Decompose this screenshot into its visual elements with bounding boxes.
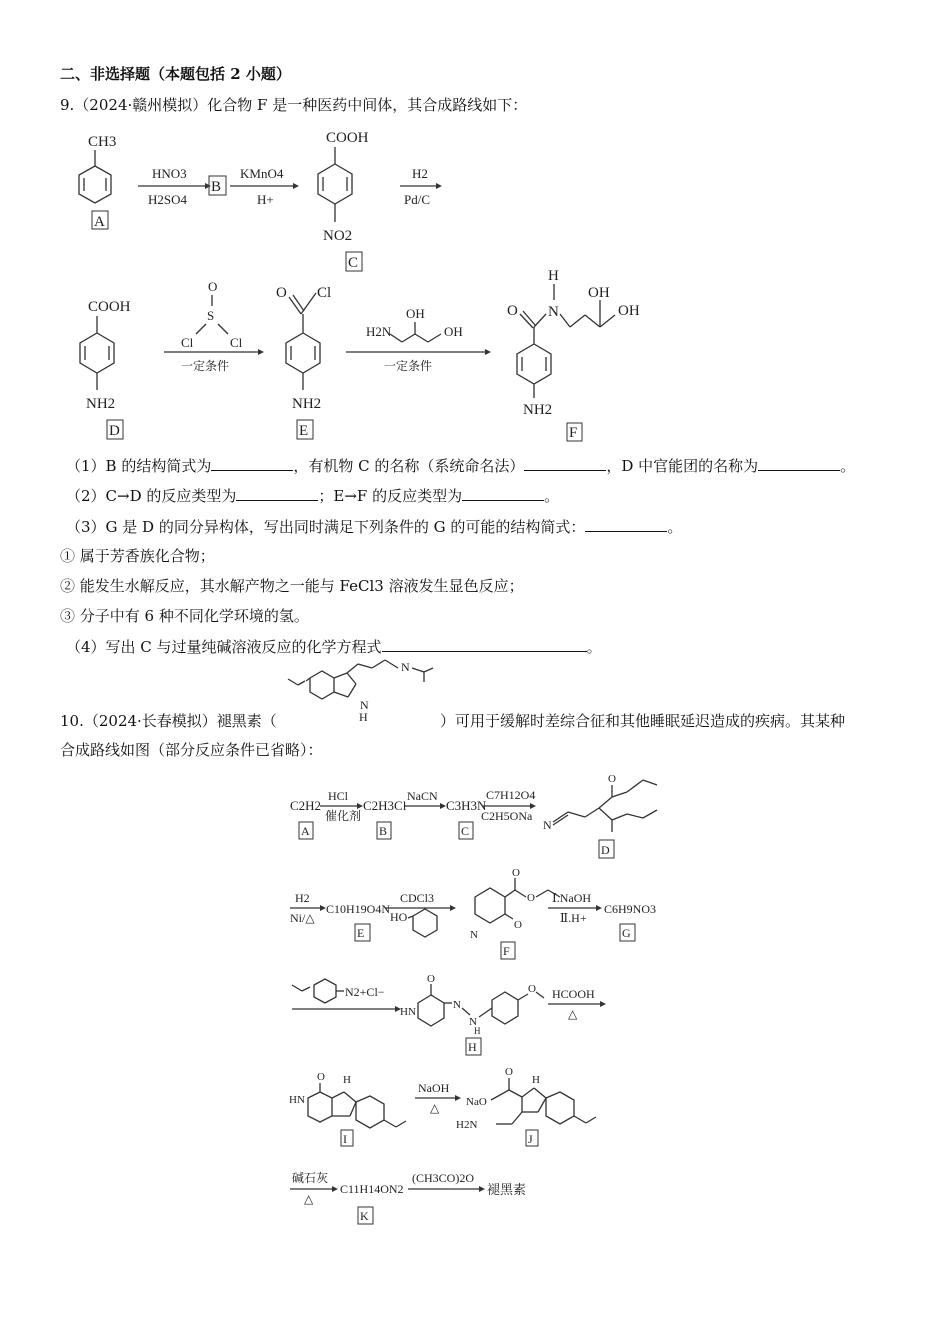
- e-cl: Cl: [317, 285, 332, 301]
- j-h: H: [532, 1074, 540, 1086]
- reagent-h2so4: H2SO4: [148, 192, 188, 207]
- reagent-h2: H2: [412, 166, 428, 181]
- i-o: O: [317, 1071, 325, 1083]
- d-n: N: [543, 818, 552, 832]
- ch3-label: CH3: [88, 134, 117, 150]
- melatonin-structure: [288, 660, 433, 724]
- reagent-soda-lime: 碱石灰: [292, 1171, 329, 1185]
- formula-a: C2H2: [290, 798, 322, 813]
- h-hn: HN: [400, 1006, 416, 1018]
- f-o2: O: [514, 919, 522, 931]
- amine-oh1: OH: [406, 306, 425, 321]
- nh2-label: NH2: [292, 396, 322, 412]
- reagent-pdc: Pd/C: [404, 192, 431, 207]
- condition-2: 一定条件: [384, 359, 433, 373]
- socl2-cl1: Cl: [181, 335, 194, 350]
- h-n1: N: [453, 999, 461, 1011]
- label-d: D: [601, 843, 610, 857]
- q10-intro-b: ）可用于缓解时差综合征和其他睡眠延迟造成的疾病。其某种: [440, 712, 846, 730]
- formula-g: C6H9NO3: [604, 902, 657, 916]
- reagent-c2h5ona: C2H5ONa: [481, 809, 533, 823]
- e-o: O: [276, 285, 287, 301]
- melatonin-nh: H: [359, 710, 368, 724]
- reagent-naoh: Ⅰ.NaOH: [552, 891, 592, 905]
- reagent-hplus: H+: [257, 192, 274, 207]
- formula-e: C10H19O4N: [326, 902, 391, 916]
- reagent-kmno4: KMnO4: [240, 166, 284, 181]
- cooh-label: COOH: [88, 299, 131, 315]
- reagent-hplus: Ⅱ.H+: [560, 911, 587, 925]
- reagent-catalyst: 催化剂: [325, 809, 362, 823]
- q10-intro-a: 10.（2024·长春模拟）褪黑素（: [60, 712, 277, 730]
- f-oh2: OH: [618, 303, 640, 319]
- label-k: K: [360, 1209, 369, 1223]
- j-h2n: H2N: [456, 1119, 478, 1131]
- q10-intro-c: 合成路线如图（部分反应条件已省略）：: [60, 741, 323, 759]
- q9-part2: （2）C→D 的反应类型为 ；E→F 的反应类型为 。: [66, 487, 560, 505]
- f-n: N: [548, 304, 559, 320]
- reagent-h2: H2: [295, 891, 310, 905]
- label-e: E: [357, 926, 365, 940]
- socl2-s: S: [207, 308, 215, 323]
- reagent-hno3: HNO3: [152, 166, 187, 181]
- q10-row4: [289, 1066, 596, 1146]
- label-g: G: [622, 926, 631, 940]
- section-heading: 二、非选择题（本题包括 2 小题）: [60, 65, 291, 83]
- h-n2: N: [469, 1016, 477, 1028]
- h-h: H: [474, 1026, 481, 1036]
- q9-part3: （3）G 是 D 的同分异构体，写出同时满足下列条件的 G 的可能的结构简式： 。: [66, 518, 683, 536]
- q9-part4: （4）写出 C 与过量纯碱溶液反应的化学方程式 。: [66, 638, 602, 656]
- label-d: D: [109, 423, 120, 439]
- nh2-label: NH2: [86, 396, 116, 412]
- melatonin-n2: N: [401, 660, 410, 674]
- reagent-cdcl3: CDCl3: [400, 891, 435, 905]
- melatonin-n: N: [360, 698, 369, 712]
- amine-oh2: OH: [444, 324, 463, 339]
- f-o: O: [507, 303, 518, 319]
- label-c: C: [461, 824, 470, 838]
- label-f: F: [569, 425, 578, 441]
- label-b: B: [379, 824, 388, 838]
- h-o2: O: [528, 983, 536, 995]
- d-o1: O: [608, 773, 616, 785]
- q10-row5: [290, 1170, 526, 1224]
- f-o3: O: [527, 892, 535, 904]
- label-e: E: [299, 423, 309, 439]
- formula-c: C3H3N: [446, 798, 487, 813]
- condition-1: 一定条件: [181, 359, 230, 373]
- q9-cond1: ① 属于芳香族化合物；: [60, 547, 215, 565]
- q10-row1: [290, 773, 657, 858]
- reagent-diazo: N2+Cl−: [345, 985, 385, 999]
- i-hn: HN: [289, 1094, 305, 1106]
- reagent-c7h12o4: C7H12O4: [486, 788, 536, 802]
- q9-cond3: ③ 分子中有 6 种不同化学环境的氢。: [60, 607, 309, 625]
- cooh-label: COOH: [326, 130, 369, 146]
- q10-row3: [292, 973, 606, 1055]
- formula-k: C11H14ON2: [340, 1182, 404, 1196]
- socl2-o: O: [208, 279, 218, 294]
- f-oh1: OH: [588, 285, 610, 301]
- reagent-hcooh: HCOOH: [552, 987, 595, 1001]
- reagent-ni: Ni/△: [290, 911, 315, 925]
- formula-b: C2H3Cl: [363, 798, 407, 813]
- f-o1: O: [512, 867, 520, 879]
- q10-row2: [290, 867, 656, 959]
- j-nao: NaO: [466, 1096, 487, 1108]
- h-o: O: [427, 973, 435, 985]
- i-nh: H: [343, 1074, 351, 1086]
- label-f: F: [503, 944, 510, 958]
- reagent-ho: HO: [390, 910, 408, 924]
- f-nh: N: [470, 929, 478, 941]
- label-i: I: [343, 1132, 347, 1146]
- reagent-delta: △: [304, 1192, 314, 1206]
- q9-cond2: ② 能发生水解反应，其水解产物之一能与 FeCl3 溶液发生显色反应；: [60, 577, 524, 595]
- q9-intro: 9.（2024·赣州模拟）化合物 F 是一种医药中间体，其合成路线如下：: [60, 96, 528, 114]
- product-melatonin: 褪黑素: [487, 1182, 527, 1197]
- reagent-delta: △: [430, 1101, 440, 1115]
- q9-part1: （1）B 的结构简式为 ，有机物 C 的名称（系统命名法） ，D 中官能团的名称为 。: [66, 457, 856, 475]
- amine-h2n: H2N: [366, 324, 392, 339]
- socl2-cl2: Cl: [230, 335, 243, 350]
- reagent-hcl: HCl: [328, 789, 349, 803]
- label-b: B: [211, 179, 222, 195]
- reagent-delta: △: [568, 1007, 578, 1021]
- label-a: A: [94, 214, 105, 230]
- nh2-label: NH2: [523, 402, 553, 418]
- reagent-ac2o: (CH3CO)2O: [412, 1171, 474, 1185]
- reagent-naoh: NaOH: [418, 1081, 450, 1095]
- f-h: H: [548, 268, 559, 284]
- no2-label: NO2: [323, 228, 353, 244]
- label-h: H: [468, 1040, 477, 1054]
- label-c: C: [348, 255, 359, 271]
- label-a: A: [301, 824, 310, 838]
- j-o: O: [505, 1066, 513, 1078]
- label-j: J: [528, 1132, 533, 1146]
- reagent-nacn: NaCN: [407, 789, 438, 803]
